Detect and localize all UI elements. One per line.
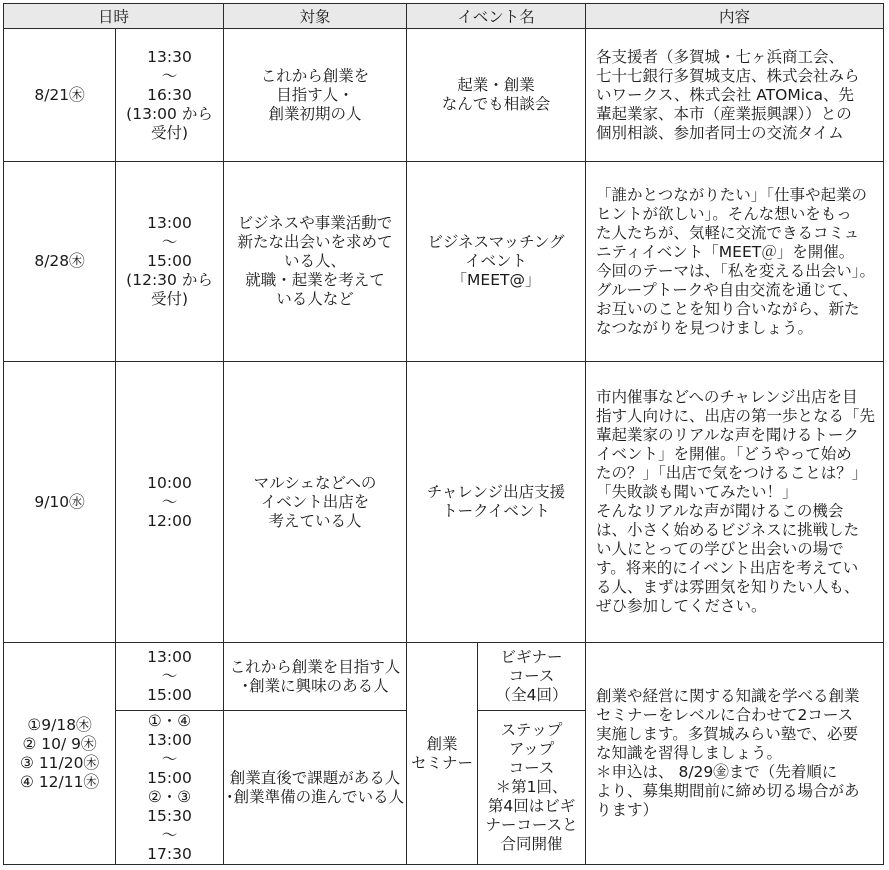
text-line: たの？」「出店で気をつけることは？」 [596, 464, 868, 482]
stepup-course-cell [478, 711, 586, 865]
text-line: 13:00 [147, 648, 192, 666]
text-line: ＊第1回、 [495, 778, 568, 796]
text-line: ～ [161, 66, 178, 85]
text-line: な知識を習得しましょう。 [596, 744, 783, 762]
text-line: マルシェなどへの [253, 473, 377, 492]
text-line: ～ [161, 825, 178, 844]
text-line: 七十七銀行多賀城支店、株式会社みら [596, 66, 860, 85]
text-line: 創業直後で課題がある人 [229, 768, 401, 787]
table-row [4, 29, 884, 162]
event-schedule-table [3, 3, 884, 865]
text-line: 個別相談、参加者同士の交流タイム [596, 123, 844, 142]
header-datetime: 日時 [4, 4, 224, 29]
text-line: 8/28㊍ [34, 252, 85, 270]
event-name-cell [407, 162, 586, 362]
text-line: 輩起業家、本市（産業振興課））との [596, 104, 852, 123]
text-line: ＊申込は、 8/29㊎まで（先着順に [596, 763, 838, 781]
text-line: 10:00 [147, 473, 192, 492]
text-line: グループトークや自由交流を通じて、 [596, 280, 858, 299]
time-cell [116, 643, 224, 711]
text-line: 受付) [150, 123, 189, 142]
text-line: チャレンジ出店支援 [426, 483, 566, 501]
text-line: ビギナー [500, 648, 563, 666]
text-line: 13:00 [147, 214, 192, 232]
text-line: ④ 12/11㊍ [20, 772, 99, 791]
text-line: なつながりを見つけましょう。 [596, 318, 814, 337]
text-line: これから創業を [260, 66, 370, 85]
text-line: 創業 [426, 734, 458, 753]
text-line: ･創業に興味のある人 [241, 676, 389, 695]
text-line: イベント」を開催。「どうやって始め [596, 445, 852, 463]
text-line: ～ [161, 667, 178, 685]
text-line: ～ [161, 492, 178, 511]
text-line: 実施します。多賀城みらい塾で、必要 [596, 725, 858, 743]
text-line: アップ [508, 740, 555, 758]
text-line: 新たな出会いを求めて [237, 233, 393, 251]
text-line: 目指す人・ [276, 85, 354, 104]
text-line: ります） [596, 801, 659, 819]
target-cell [224, 162, 407, 362]
text-line: ナーコースと [485, 816, 578, 834]
text-line: る人、まずは雰囲気を知りたい人も、 [596, 578, 860, 596]
text-line: 15:00 [147, 252, 192, 270]
beginner-course-cell [478, 643, 586, 711]
time-cell [116, 162, 224, 362]
text-line: ③ 11/20㊍ [20, 753, 99, 772]
text-line: 考えている人 [268, 511, 362, 530]
text-line: 13:30 [147, 47, 192, 66]
text-line: ①・④ [147, 711, 192, 730]
text-line: セミナー [411, 753, 474, 772]
text-line: ② 10/ 9㊍ [22, 734, 97, 753]
time-cell [116, 29, 224, 162]
content-cell [586, 29, 884, 162]
table-row [4, 643, 884, 711]
seminar-dates-cell [4, 643, 116, 865]
event-name-cell [407, 362, 586, 643]
table-row [4, 162, 884, 362]
text-line: 12:00 [147, 511, 192, 530]
text-line: コース [508, 667, 555, 685]
content-cell [586, 362, 884, 643]
text-line: (13:00 から [126, 104, 213, 123]
text-line: 13:00 [147, 730, 192, 749]
text-line: イベント出店を [260, 492, 370, 511]
text-line: なんでも相談会 [441, 95, 551, 113]
text-line: 15:00 [147, 768, 192, 787]
text-line: ～ [161, 749, 178, 768]
text-line: 合同開催 [500, 835, 563, 853]
text-line: 創業初期の人 [268, 104, 362, 123]
text-line: コース [508, 759, 555, 777]
text-line: 市内催事などへのチャレンジ出店を目 [596, 388, 858, 406]
text-line: 8/21㊍ [34, 85, 85, 104]
text-line: い人にとっての学びと出会いの場で [596, 540, 844, 558]
text-line: いワークス、株式会社 ATOMica、先 [596, 85, 855, 104]
date-cell [4, 162, 116, 362]
text-line: 創業や経営に関する知識を学べる創業 [596, 687, 860, 705]
time-cell [116, 711, 224, 865]
text-line: そんなリアルな声が聞けるこの機会 [596, 502, 844, 520]
text-line: す。将来的にイベント出店を考えてい [596, 559, 859, 577]
text-line: 15:30 [147, 806, 192, 825]
text-line: ビジネスや事業活動で [237, 214, 393, 232]
text-line: ～ [161, 233, 178, 251]
text-line: 輩起業家のリアルな声を聞けるトーク [596, 426, 859, 444]
text-line: 16:30 [147, 85, 192, 104]
text-line: イベント [465, 252, 528, 270]
target-cell [224, 643, 407, 711]
table-row [4, 362, 884, 643]
text-line: いる人、 [284, 252, 347, 270]
text-line: 各支援者（多賀城・七ヶ浜商工会、 [596, 47, 845, 66]
text-line: より、募集期間前に締め切る場合があ [596, 782, 860, 800]
text-line: ビジネスマッチング [427, 233, 565, 251]
header-event-name: イベント名 [407, 4, 586, 29]
text-line: 17:30 [147, 844, 192, 863]
text-line: ①9/18㊍ [27, 715, 92, 734]
text-line: 「誰かとつながりたい」「仕事や起業の [596, 185, 867, 204]
text-line: 15:00 [147, 686, 192, 704]
text-line: ニティイベント「MEET＠」を開催。 [596, 242, 855, 261]
text-line: 指す人向けに、出店の第一歩となる「先 [596, 407, 876, 425]
text-line: ぜひ参加してください。 [596, 597, 767, 615]
text-line: た人たちが、気軽に交流できるコミュ [596, 223, 860, 242]
text-line: これから創業を目指す人 [229, 657, 401, 676]
time-cell [116, 362, 224, 643]
text-line: ステップ [500, 721, 563, 739]
text-line: 「失敗談も聞いてみたい！」 [596, 483, 798, 501]
date-cell [4, 362, 116, 643]
text-line: ･創業準備の進んでいる人 [225, 787, 405, 806]
text-line: 今回のテーマは、「私を変える出会い」。 [596, 261, 876, 280]
text-line: (12:30 から [126, 271, 213, 289]
target-cell [224, 362, 407, 643]
text-line: 就職・起業を考えて [245, 271, 385, 289]
text-line: ヒントが欲しい」。そんな想いをもっ [596, 204, 852, 223]
content-cell [586, 162, 884, 362]
text-line: お互いのことを知り合いながら、新た [596, 299, 860, 318]
date-cell [4, 29, 116, 162]
text-line: セミナーをレベルに合わせて2コース [596, 706, 854, 724]
event-name-cell [407, 29, 586, 162]
text-line: 「MEET@」 [451, 271, 541, 289]
text-line: は、小さく始めるビジネスに挑戦した [596, 521, 860, 539]
seminar-event-cell [407, 643, 478, 865]
text-line: トークイベント [442, 502, 550, 520]
content-cell [586, 643, 884, 865]
text-line: 9/10㊌ [34, 492, 85, 511]
header-content: 内容 [586, 4, 884, 29]
header-row [4, 4, 884, 29]
text-line: 受付) [150, 290, 189, 308]
target-cell [224, 711, 407, 865]
text-line: ②・③ [147, 787, 192, 806]
text-line: いる人など [276, 290, 354, 308]
target-cell [224, 29, 407, 162]
text-line: （全4回） [495, 686, 568, 704]
header-target: 対象 [224, 4, 407, 29]
text-line: 起業・創業 [457, 76, 535, 94]
text-line: 第4回はビギ [487, 797, 576, 815]
